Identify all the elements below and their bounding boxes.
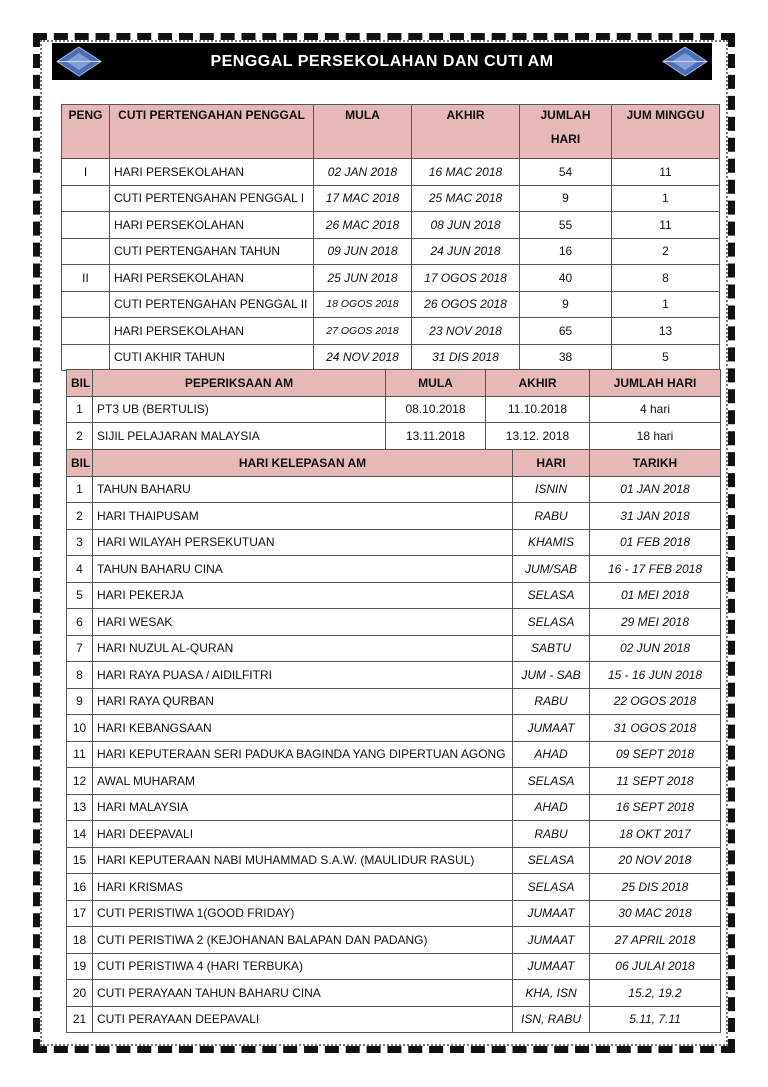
name-cell: CUTI PERTENGAHAN PENGGAL II [110, 291, 314, 318]
table-row [62, 291, 720, 318]
name-cell: CUTI PERISTIWA 1(GOOD FRIDAY) [93, 900, 513, 927]
table-row [67, 688, 721, 715]
jum-minggu-cell: 1 [612, 185, 720, 212]
name-cell: PT3 UB (BERTULIS) [93, 396, 386, 423]
akhir-cell: 16 MAC 2018 [412, 159, 520, 186]
tarikh-cell: 22 OGOS 2018 [590, 688, 721, 715]
table-row [67, 874, 721, 901]
jum-minggu-cell: 13 [612, 318, 720, 345]
jumlah-hari-cell: 18 hari [590, 423, 721, 450]
tarikh-cell: 18 OKT 2017 [590, 821, 721, 848]
hari-cell: JUM/SAB [513, 556, 590, 583]
peng-cell [62, 291, 110, 318]
tarikh-cell: 31 OGOS 2018 [590, 715, 721, 742]
jumlah-hari-cell: 4 hari [590, 396, 721, 423]
name-cell: CUTI PERAYAAN DEEPAVALI [93, 1006, 513, 1033]
bil-cell: 10 [67, 715, 93, 742]
name-cell: HARI PERSEKOLAHAN [110, 159, 314, 186]
table-row [67, 821, 721, 848]
jum-minggu-cell: 5 [612, 344, 720, 371]
header-jum-minggu: JUM MINGGU [612, 105, 720, 159]
hari-cell: RABU [513, 503, 590, 530]
header-jumlah-hari [520, 105, 612, 159]
table-row [67, 741, 721, 768]
holiday-table-header [67, 450, 721, 477]
akhir-cell: 25 MAC 2018 [412, 185, 520, 212]
hari-cell: SELASA [513, 847, 590, 874]
name-cell: HARI PERSEKOLAHAN [110, 212, 314, 239]
bil-cell: 2 [67, 423, 93, 450]
name-cell: TAHUN BAHARU CINA [93, 556, 513, 583]
tarikh-cell: 11 SEPT 2018 [590, 768, 721, 795]
hari-cell: SELASA [513, 874, 590, 901]
header-peng: PENG [62, 105, 110, 159]
name-cell: CUTI PERTENGAHAN TAHUN [110, 238, 314, 265]
bil-cell: 11 [67, 741, 93, 768]
table-row [67, 662, 721, 689]
tarikh-cell: 27 APRIL 2018 [590, 927, 721, 954]
jumlah-hari-cell: 38 [520, 344, 612, 371]
tarikh-cell: 02 JUN 2018 [590, 635, 721, 662]
header-mula: MULA [386, 370, 486, 397]
jumlah-hari-cell: 65 [520, 318, 612, 345]
exam-table-header [67, 370, 721, 397]
header-jumlah-line2: HARI [550, 132, 581, 146]
jumlah-hari-cell: 9 [520, 291, 612, 318]
header-tarikh: TARIKH [590, 450, 721, 477]
jum-minggu-cell: 2 [612, 238, 720, 265]
header-hari: HARI [513, 450, 590, 477]
header-jumlah-hari: JUMLAH HARI [590, 370, 721, 397]
name-cell: HARI WESAK [93, 609, 513, 636]
hari-cell: KHAMIS [513, 529, 590, 556]
header-hari-kelepasan: HARI KELEPASAN AM [93, 450, 513, 477]
table-row [62, 344, 720, 371]
name-cell: HARI KEBANGSAAN [93, 715, 513, 742]
table-row [67, 768, 721, 795]
name-cell: HARI RAYA PUASA / AIDILFITRI [93, 662, 513, 689]
mula-cell: 24 NOV 2018 [314, 344, 412, 371]
mula-cell: 17 MAC 2018 [314, 185, 412, 212]
bil-cell: 19 [67, 953, 93, 980]
table-row [62, 185, 720, 212]
hari-cell: JUMAAT [513, 715, 590, 742]
hari-cell: SELASA [513, 768, 590, 795]
tarikh-cell: 5.11, 7.11 [590, 1006, 721, 1033]
table-row [62, 265, 720, 292]
bil-cell: 7 [67, 635, 93, 662]
akhir-cell: 26 OGOS 2018 [412, 291, 520, 318]
hari-cell: JUMAAT [513, 900, 590, 927]
table-row [67, 609, 721, 636]
name-cell: HARI MALAYSIA [93, 794, 513, 821]
table-row [67, 794, 721, 821]
table-row [62, 318, 720, 345]
jum-minggu-cell: 11 [612, 159, 720, 186]
header-mula: MULA [314, 105, 412, 159]
name-cell: CUTI AKHIR TAHUN [110, 344, 314, 371]
bil-cell: 3 [67, 529, 93, 556]
name-cell: SIJIL PELAJARAN MALAYSIA [93, 423, 386, 450]
table-row [67, 715, 721, 742]
table-row [67, 529, 721, 556]
tarikh-cell: 25 DIS 2018 [590, 874, 721, 901]
peng-cell [62, 318, 110, 345]
name-cell: AWAL MUHARAM [93, 768, 513, 795]
mula-cell: 09 JUN 2018 [314, 238, 412, 265]
hari-cell: AHAD [513, 794, 590, 821]
akhir-cell: 31 DIS 2018 [412, 344, 520, 371]
jum-minggu-cell: 11 [612, 212, 720, 239]
bil-cell: 20 [67, 980, 93, 1007]
bil-cell: 15 [67, 847, 93, 874]
table-row [67, 396, 721, 423]
bil-cell: 21 [67, 1006, 93, 1033]
tarikh-cell: 15 - 16 JUN 2018 [590, 662, 721, 689]
akhir-cell: 13.12. 2018 [486, 423, 590, 450]
bil-cell: 12 [67, 768, 93, 795]
name-cell: CUTI PERAYAAN TAHUN BAHARU CINA [93, 980, 513, 1007]
table-row [67, 953, 721, 980]
hari-cell: SELASA [513, 582, 590, 609]
title-bar [52, 43, 712, 80]
bil-cell: 1 [67, 396, 93, 423]
akhir-cell: 08 JUN 2018 [412, 212, 520, 239]
bil-cell: 13 [67, 794, 93, 821]
hari-cell: RABU [513, 688, 590, 715]
bil-cell: 5 [67, 582, 93, 609]
header-akhir: AKHIR [486, 370, 590, 397]
table-row [67, 582, 721, 609]
tarikh-cell: 29 MEI 2018 [590, 609, 721, 636]
name-cell: HARI RAYA QURBAN [93, 688, 513, 715]
name-cell: HARI KRISMAS [93, 874, 513, 901]
name-cell: HARI PERSEKOLAHAN [110, 265, 314, 292]
mula-cell: 18 OGOS 2018 [314, 291, 412, 318]
hari-cell: SELASA [513, 609, 590, 636]
name-cell: HARI WILAYAH PERSEKUTUAN [93, 529, 513, 556]
akhir-cell: 17 OGOS 2018 [412, 265, 520, 292]
table-row [67, 980, 721, 1007]
mula-cell: 08.10.2018 [386, 396, 486, 423]
tarikh-cell: 30 MAC 2018 [590, 900, 721, 927]
jum-minggu-cell: 1 [612, 291, 720, 318]
hari-cell: RABU [513, 821, 590, 848]
bil-cell: 4 [67, 556, 93, 583]
akhir-cell: 24 JUN 2018 [412, 238, 520, 265]
bil-cell: 14 [67, 821, 93, 848]
bil-cell: 1 [67, 476, 93, 503]
name-cell: TAHUN BAHARU [93, 476, 513, 503]
name-cell: HARI KEPUTERAAN SERI PADUKA BAGINDA YANG DIPERTUAN AGONG [93, 741, 513, 768]
hari-cell: JUMAAT [513, 927, 590, 954]
bil-cell: 16 [67, 874, 93, 901]
table-row [67, 503, 721, 530]
jumlah-hari-cell: 9 [520, 185, 612, 212]
table-row [67, 476, 721, 503]
hari-cell: AHAD [513, 741, 590, 768]
hari-cell: SABTU [513, 635, 590, 662]
mula-cell: 25 JUN 2018 [314, 265, 412, 292]
jumlah-hari-cell: 40 [520, 265, 612, 292]
peng-cell: II [62, 265, 110, 292]
jumlah-hari-cell: 54 [520, 159, 612, 186]
name-cell: HARI PERSEKOLAHAN [110, 318, 314, 345]
tarikh-cell: 16 - 17 FEB 2018 [590, 556, 721, 583]
name-cell: CUTI PERISTIWA 4 (HARI TERBUKA) [93, 953, 513, 980]
peng-cell: I [62, 159, 110, 186]
table-row [62, 238, 720, 265]
tarikh-cell: 06 JULAI 2018 [590, 953, 721, 980]
tarikh-cell: 31 JAN 2018 [590, 503, 721, 530]
name-cell: CUTI PERISTIWA 2 (KEJOHANAN BALAPAN DAN PADANG) [93, 927, 513, 954]
bil-cell: 17 [67, 900, 93, 927]
mula-cell: 27 OGOS 2018 [314, 318, 412, 345]
page-title: PENGGAL PERSEKOLAHAN DAN CUTI AM [210, 52, 554, 70]
header-bil: BIL [67, 450, 93, 477]
table-row [67, 927, 721, 954]
table-row [67, 900, 721, 927]
holiday-table [66, 449, 721, 1033]
header-peperiksaan: PEPERIKSAAN AM [93, 370, 386, 397]
tarikh-cell: 16 SEPT 2018 [590, 794, 721, 821]
term-table-header [62, 105, 720, 159]
peng-cell [62, 344, 110, 371]
table-row [67, 635, 721, 662]
peng-cell [62, 238, 110, 265]
hari-cell: JUM - SAB [513, 662, 590, 689]
tarikh-cell: 01 FEB 2018 [590, 529, 721, 556]
akhir-cell: 11.10.2018 [486, 396, 590, 423]
akhir-cell: 23 NOV 2018 [412, 318, 520, 345]
table-row [67, 847, 721, 874]
tarikh-cell: 20 NOV 2018 [590, 847, 721, 874]
mula-cell: 26 MAC 2018 [314, 212, 412, 239]
exam-table [66, 369, 721, 450]
peng-cell [62, 185, 110, 212]
header-cuti: CUTI PERTENGAHAN PENGGAL [110, 105, 314, 159]
term-table [61, 104, 720, 371]
jumlah-hari-cell: 16 [520, 238, 612, 265]
header-bil: BIL [67, 370, 93, 397]
table-row [67, 1006, 721, 1033]
name-cell: HARI NUZUL AL-QURAN [93, 635, 513, 662]
bil-cell: 9 [67, 688, 93, 715]
bil-cell: 2 [67, 503, 93, 530]
name-cell: HARI KEPUTERAAN NABI MUHAMMAD S.A.W. (MAULIDUR RASUL) [93, 847, 513, 874]
name-cell: HARI DEEPAVALI [93, 821, 513, 848]
name-cell: CUTI PERTENGAHAN PENGGAL I [110, 185, 314, 212]
jum-minggu-cell: 8 [612, 265, 720, 292]
header-jumlah-line1: JUMLAH [540, 108, 591, 122]
name-cell: HARI PEKERJA [93, 582, 513, 609]
diamond-ornament-icon [56, 46, 102, 77]
table-row [62, 159, 720, 186]
tarikh-cell: 01 MEI 2018 [590, 582, 721, 609]
tarikh-cell: 15.2, 19.2 [590, 980, 721, 1007]
header-akhir: AKHIR [412, 105, 520, 159]
jumlah-hari-cell: 55 [520, 212, 612, 239]
table-row [62, 212, 720, 239]
bil-cell: 8 [67, 662, 93, 689]
table-row [67, 556, 721, 583]
hari-cell: KHA, ISN [513, 980, 590, 1007]
tarikh-cell: 09 SEPT 2018 [590, 741, 721, 768]
name-cell: HARI THAIPUSAM [93, 503, 513, 530]
bil-cell: 18 [67, 927, 93, 954]
table-row [67, 423, 721, 450]
mula-cell: 13.11.2018 [386, 423, 486, 450]
peng-cell [62, 212, 110, 239]
diamond-ornament-icon [662, 46, 708, 77]
tarikh-cell: 01 JAN 2018 [590, 476, 721, 503]
hari-cell: ISNIN [513, 476, 590, 503]
hari-cell: JUMAAT [513, 953, 590, 980]
bil-cell: 6 [67, 609, 93, 636]
mula-cell: 02 JAN 2018 [314, 159, 412, 186]
hari-cell: ISN, RABU [513, 1006, 590, 1033]
